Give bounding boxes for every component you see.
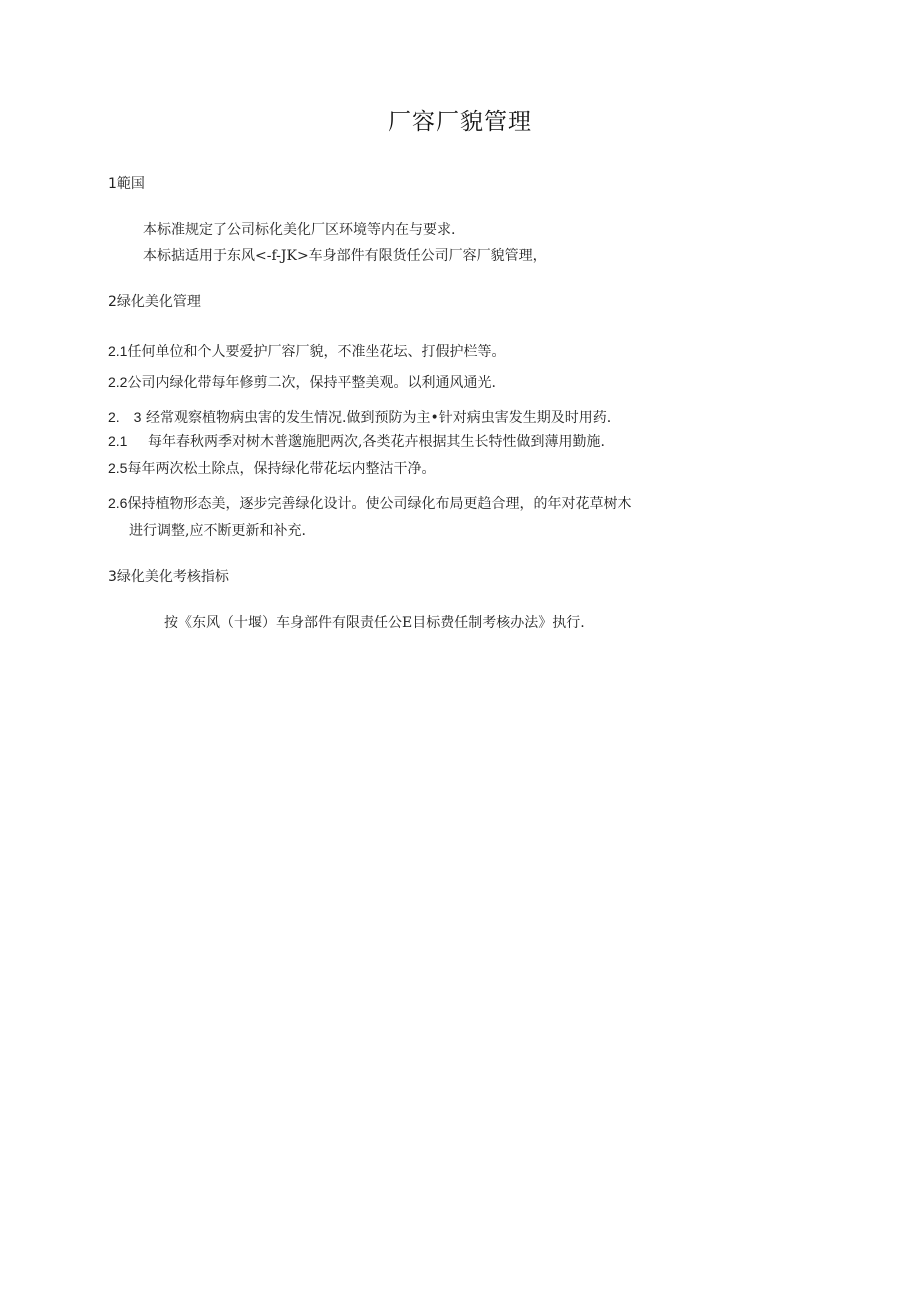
clause-2-3 [108,407,611,427]
scope-paragraph-1: 本标准规定了公司标化美化厂区环境等内在与要求. [143,222,456,238]
clause-number: 2.1 [108,343,128,359]
clause-number: 2.1 [108,433,128,449]
clause-2-2 [108,372,496,392]
clause-text: 经常观察植物病虫害的发生情况.做到预防为主•针对病虫害发生期及时用药. [146,410,612,426]
assessment-paragraph: 按《东风（十堰）车身部件有限责任公E目标费任制考核办法》执行. [164,615,585,631]
clause-number: 2.2 [108,374,128,390]
clause-text: 任何单位和个人要爱护厂容厂貌，不准坐花坛、打假护栏等。 [127,344,506,360]
section-heading-assessment: 3绿化美化考核指标 [108,569,229,585]
clause-2-6 [108,493,631,513]
clause-2-4 [108,431,605,451]
clause-2-1 [108,341,505,361]
scope-paragraph-2: 本标掂适用于东风<-f-JK>车身部件有限货任公司厂容厂貌管理， [143,248,547,264]
clause-text: 保持植物形态美，逐步完善绿化设计。使公司绿化布局更趋合理，的年对花草树木 [127,496,632,512]
clause-text: 每年两次松土除点，保持绿化带花坛内整沽干净。 [127,461,436,477]
clause-text: 公司内绿化带每年修剪二次，保持平整美观。以利通风通光. [127,375,496,391]
clause-number: 2.5 [108,460,128,476]
clause-2-5 [108,458,435,478]
clause-number: 2.6 [108,495,128,511]
clause-text: 每年春秋两季对树木普邈施肥两次,各类花卉根据其生长特性做到薄用勤施. [148,434,605,450]
clause-2-6-continuation: 进行调整,应不断更新和补充. [129,523,306,539]
clause-number: 2. 3 [108,409,142,425]
section-heading-greening: 2绿化美化管理 [108,294,201,310]
section-heading-scope: 1範国 [108,176,145,192]
page-title: 厂容厂貌管理 [388,109,532,135]
